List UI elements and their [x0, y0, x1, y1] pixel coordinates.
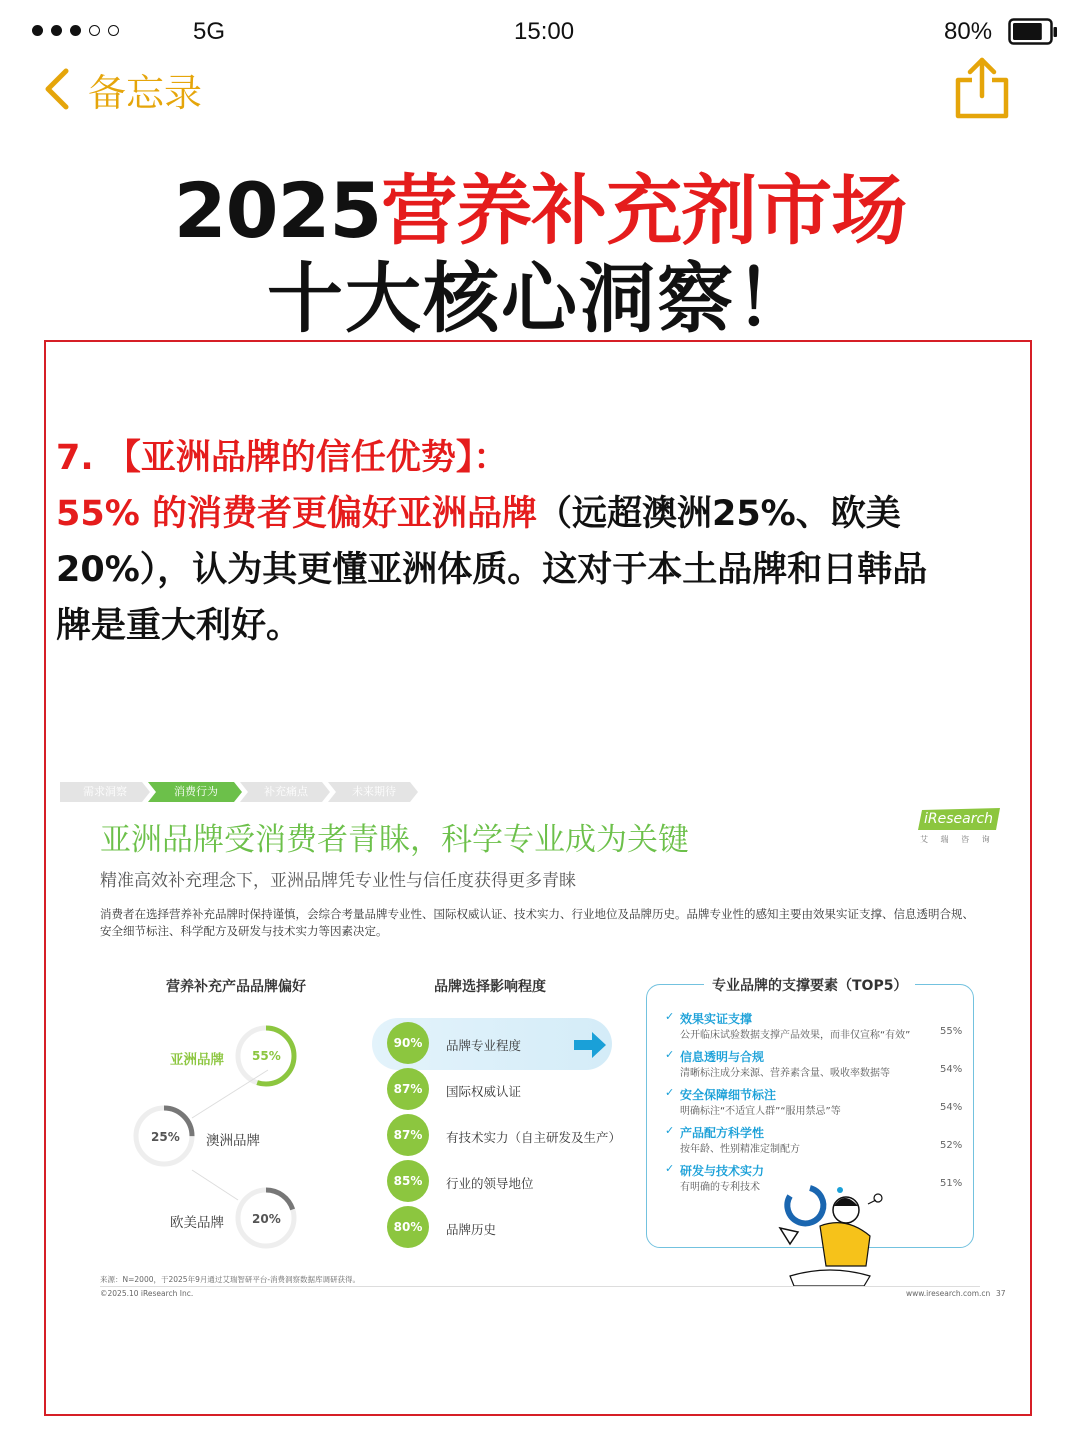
report-body: 消费者在选择营养补充品牌时保持谨慎，会综合考量品牌专业性、国际权威认证、技术实力、行业地位及品牌历史。品牌专业性的感知主要由效果实证支撑、信息透明合规、安全细节标注、科学配方及研发与技术实力等因素决定。: [100, 907, 974, 938]
share-icon[interactable]: [954, 56, 1010, 120]
report-subtitle: 精准高效补充理念下，亚洲品牌凭专业性与信任度获得更多青睐: [100, 871, 576, 891]
report-page-number: 37: [996, 1289, 1006, 1298]
top5-item-pct: 54%: [940, 1064, 963, 1075]
influence-heading: 品牌选择影响程度: [434, 979, 546, 995]
check-icon: ✓: [665, 1048, 675, 1061]
insight-line-1-rest: （远超澳洲25%、欧美: [536, 494, 901, 534]
top5-item-desc: 明确标注“不适宜人群”“服用禁忌”等: [680, 1106, 841, 1117]
clock: 15:00: [514, 18, 575, 45]
iresearch-logo: [916, 808, 1002, 848]
report-source: 来源：N=2000，于2025年9月通过艾瑞智研平台-消费洞察数据库调研获得。: [100, 1275, 361, 1284]
arrow-right-icon: [574, 1032, 608, 1058]
pref-pct-asia: 55%: [252, 1049, 281, 1063]
headline-year: 2025: [173, 166, 382, 255]
report-footer-divider: [100, 1286, 980, 1287]
pref-label-europe: 欧美品牌: [170, 1215, 224, 1231]
check-icon: ✓: [665, 1162, 675, 1175]
top5-item-desc: 有明确的专利技术: [680, 1182, 760, 1193]
influence-label: 国际权威认证: [446, 1084, 522, 1099]
breadcrumb-item: 补充痛点: [264, 785, 308, 798]
insight-line-1: [56, 486, 1036, 542]
influence-pct-circle: 90%: [387, 1022, 429, 1064]
headline-title: 营养补充剂市场: [381, 166, 907, 255]
influence-label: 行业的领导地位: [446, 1176, 534, 1191]
pref-label-asia: 亚洲品牌: [170, 1052, 224, 1068]
back-button[interactable]: 备忘录: [88, 71, 203, 115]
pref-pct-australia: 25%: [151, 1130, 180, 1144]
signal-dot: [70, 25, 81, 36]
report-title: 亚洲品牌受消费者青睐，科学专业成为关键: [100, 822, 689, 858]
signal-dot: [51, 25, 62, 36]
battery-icon: [1008, 18, 1058, 46]
pref-label-australia: 澳洲品牌: [206, 1133, 260, 1149]
check-icon: ✓: [665, 1124, 675, 1137]
insight-heading: 7. 【亚洲品牌的信任优势】：: [56, 438, 509, 478]
logo-tagline: 艾 瑞 咨 询: [920, 835, 995, 844]
influence-pct-circle: 85%: [387, 1160, 429, 1202]
signal-dot: [108, 25, 119, 36]
top5-item-title: 信息透明与合规: [680, 1050, 765, 1064]
top5-item-desc: 清晰标注成分来源、营养素含量、吸收率数据等: [680, 1068, 890, 1079]
influence-label: 品牌专业程度: [446, 1038, 522, 1053]
influence-pct-circle: 87%: [387, 1068, 429, 1110]
influence-pct-circle: 87%: [387, 1114, 429, 1156]
top5-item-title: 产品配方科学性: [680, 1126, 765, 1140]
top5-item-pct: 52%: [940, 1140, 963, 1151]
report-site: www.iresearch.com.cn: [906, 1289, 991, 1298]
insight-line-3: 牌是重大利好。: [56, 606, 302, 646]
breadcrumb-item: 未来期待: [352, 785, 396, 798]
top5-item-title: 安全保障细节标注: [680, 1088, 777, 1102]
check-icon: ✓: [665, 1086, 675, 1099]
person-illustration: [760, 1176, 890, 1288]
top5-item-pct: 55%: [940, 1026, 963, 1037]
insight-line-2: 20%），认为其更懂亚洲体质。这对于本土品牌和日韩品: [56, 550, 928, 590]
top5-item-title: 效果实证支撑: [680, 1012, 753, 1026]
report-copyright: ©2025.10 iResearch Inc.: [100, 1289, 194, 1298]
breadcrumb-item: 需求洞察: [83, 785, 127, 798]
top5-item-pct: 51%: [940, 1178, 963, 1189]
influence-label: 有技术实力（自主研发及生产）: [446, 1130, 622, 1145]
top5-heading: 专业品牌的支撑要素（TOP5）: [704, 975, 915, 995]
top5-item-desc: 公开临床试验数据支撑产品效果，而非仅宣称“有效”: [680, 1030, 911, 1041]
top5-item-desc: 按年龄、性别精准定制配方: [680, 1144, 800, 1155]
status-bar: [0, 0, 1080, 60]
insight-highlight: 55% 的消费者更偏好亚洲品牌: [56, 494, 537, 534]
influence-pct-circle: 80%: [387, 1206, 429, 1248]
battery-percent: 80%: [944, 18, 993, 45]
network-type: 5G: [193, 18, 226, 45]
back-chevron-icon[interactable]: [40, 66, 80, 112]
influence-label: 品牌历史: [446, 1222, 497, 1237]
breadcrumb-item-active: 消费行为: [174, 785, 218, 798]
pref-pct-europe: 20%: [252, 1212, 281, 1226]
signal-dot: [89, 25, 100, 36]
pref-heading: 营养补充产品品牌偏好: [166, 979, 306, 995]
top5-item-title: 研发与技术实力: [680, 1164, 765, 1178]
headline-line-2: 十大核心洞察！: [267, 254, 813, 343]
top5-item-pct: 54%: [940, 1102, 963, 1113]
check-icon: ✓: [665, 1010, 675, 1023]
logo-brand: iResearch: [924, 811, 994, 827]
signal-dot: [32, 25, 43, 36]
